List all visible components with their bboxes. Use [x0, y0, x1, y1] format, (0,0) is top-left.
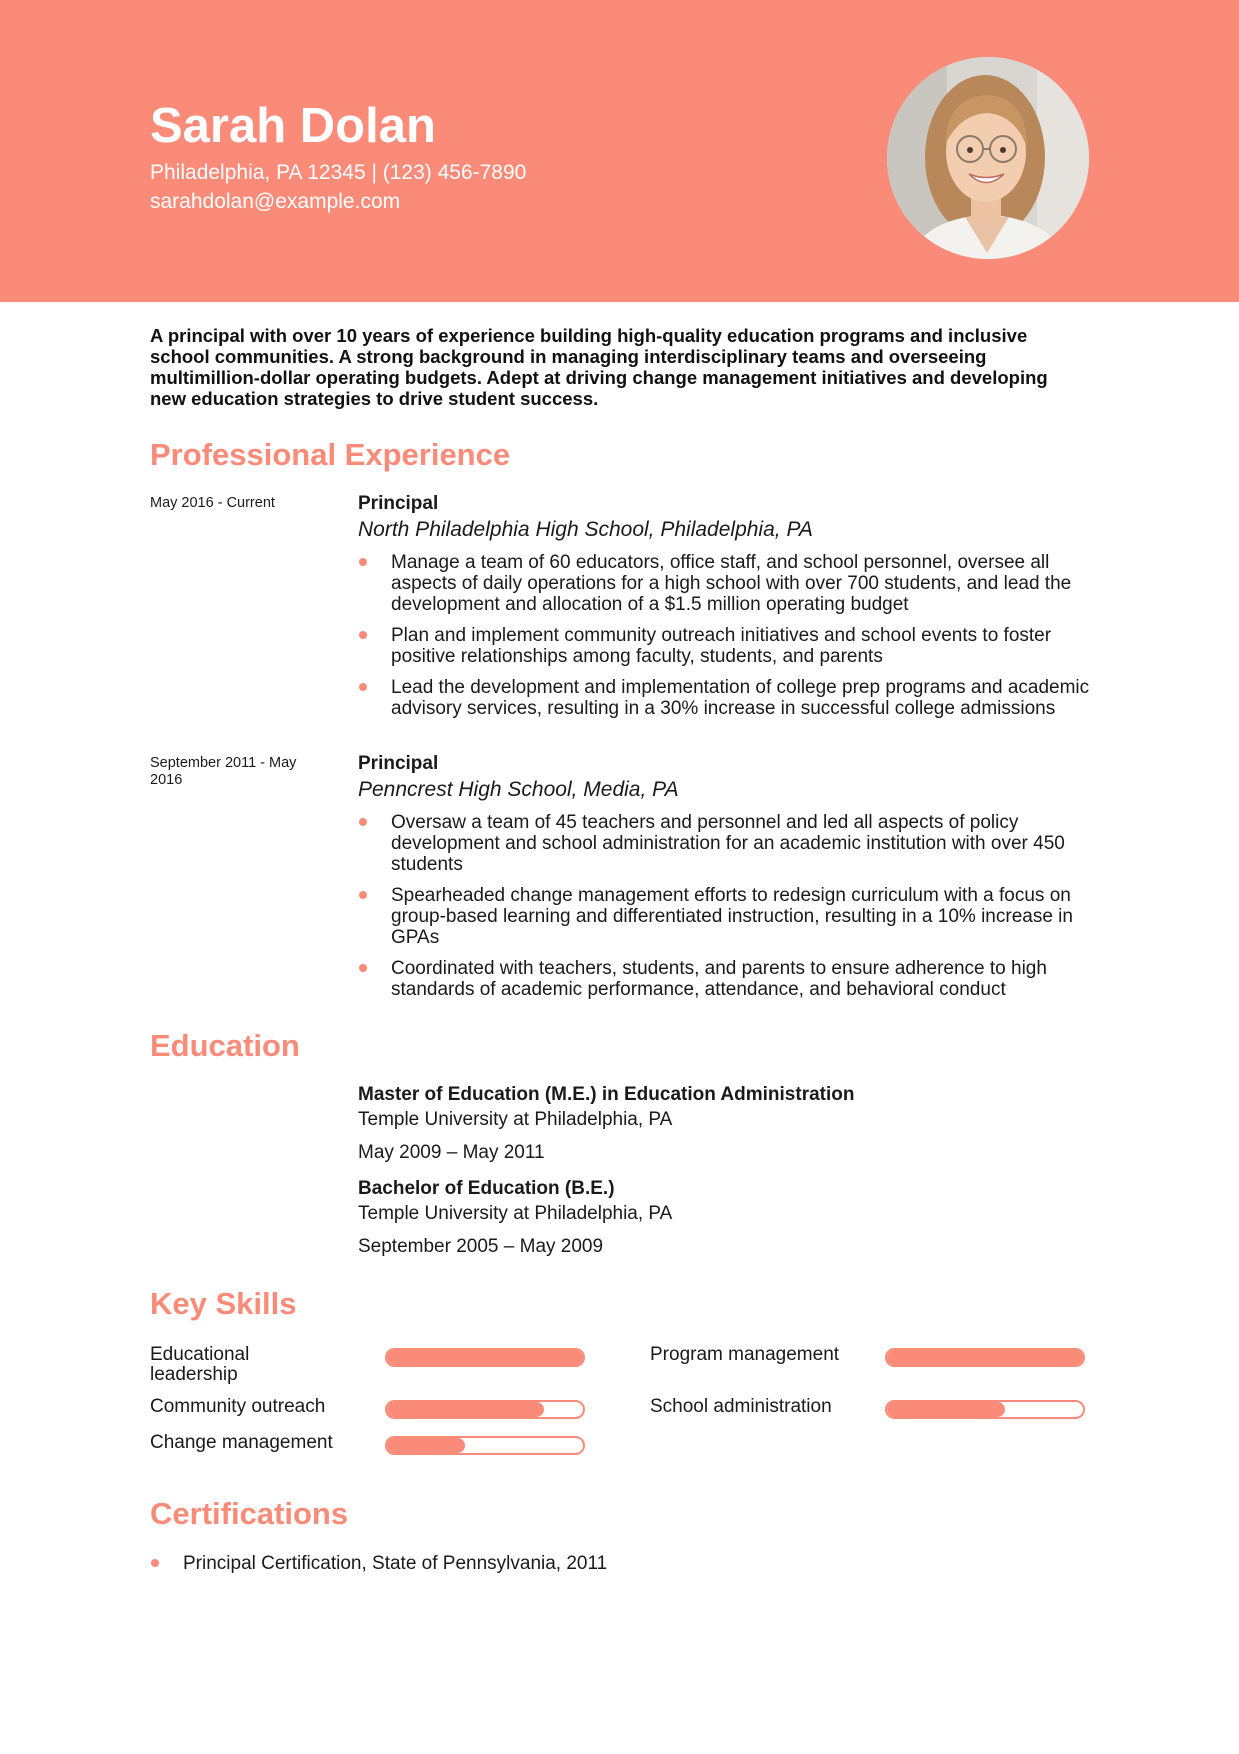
job-dates: May 2016 - Current: [150, 495, 275, 511]
section-title-skills: Key Skills: [150, 1286, 297, 1321]
job-bullets: [358, 552, 1098, 729]
list-item: Plan and implement community outreach initiatives and school events to foster positive relationships among faculty, students, and parents: [358, 625, 1098, 667]
skill-name: Community outreach: [150, 1396, 326, 1417]
skill-level-fill: [387, 1402, 544, 1417]
list-item: Oversaw a team of 45 teachers and personnel and led all aspects of policy development and school administration for an academic institution with over 450 students: [358, 812, 1098, 875]
job-bullets: [358, 812, 1098, 1010]
list-item: Principal Certification, State of Pennsylvania, 2011: [150, 1553, 1050, 1574]
skill-name: Program management: [650, 1344, 840, 1365]
skill-level-bar: [385, 1348, 585, 1367]
skill-name: School administration: [650, 1396, 832, 1417]
list-item: Coordinated with teachers, students, and parents to ensure adherence to high standards of academic performance, attendance, and behavioral conduct: [358, 958, 1098, 1000]
job-organization: North Philadelphia High School, Philadelphia, PA: [358, 518, 813, 541]
education-degree: Master of Education (M.E.) in Education Administration: [358, 1084, 855, 1105]
skill-level-fill: [887, 1350, 1083, 1365]
education-degree: Bachelor of Education (B.E.): [358, 1178, 615, 1199]
profile-summary: A principal with over 10 years of experience building high-quality education programs and inclusive school communities. A strong background in managing interdisciplinary teams and overseeing multimillion-dollar operating budgets. Adept at driving change management initiatives and developing new education strategies to drive student success.: [150, 325, 1048, 409]
skill-level-fill: [387, 1438, 465, 1453]
skill-level-bar: [385, 1436, 585, 1455]
skill-level-bar: [885, 1348, 1085, 1367]
skill-name: Educational leadership: [150, 1344, 250, 1385]
skill-level-fill: [887, 1402, 1005, 1417]
profile-photo: [887, 57, 1089, 259]
section-title-certifications: Certifications: [150, 1496, 349, 1531]
list-item: Manage a team of 60 educators, office staff, and school personnel, oversee all aspects of daily operations for a high school with over 700 students, and lead the development and allocation of a $1.5 million operating budget: [358, 552, 1098, 615]
portrait-image: [887, 57, 1089, 259]
header-band: [0, 0, 1239, 302]
job-organization: Penncrest High School, Media, PA: [358, 778, 679, 801]
section-title-experience: Professional Experience: [150, 437, 511, 472]
job-title: Principal: [358, 493, 439, 514]
certification-list: [150, 1553, 1050, 1574]
list-item: Lead the development and implementation of college prep programs and academic advisory services, resulting in a 30% increase in successful college admissions: [358, 677, 1098, 719]
location-phone: Philadelphia, PA 12345 | (123) 456-7890: [150, 161, 527, 184]
skill-level-bar: [885, 1400, 1085, 1419]
job-title: Principal: [358, 753, 439, 774]
email: sarahdolan@example.com: [150, 190, 401, 213]
job-dates: September 2011 - May 2016: [150, 755, 297, 788]
education-dates: September 2005 – May 2009: [358, 1236, 604, 1257]
skill-level-bar: [385, 1400, 585, 1419]
skill-level-fill: [387, 1350, 583, 1365]
skill-name: Change management: [150, 1432, 333, 1453]
list-item: Spearheaded change management efforts to redesign curriculum with a focus on group-based learning and differentiated instruction, resulting in a 10% increase in GPAs: [358, 885, 1098, 948]
education-school: Temple University at Philadelphia, PA: [358, 1203, 673, 1224]
education-school: Temple University at Philadelphia, PA: [358, 1109, 673, 1130]
section-title-education: Education: [150, 1028, 300, 1063]
candidate-name: Sarah Dolan: [150, 99, 436, 153]
education-dates: May 2009 – May 2011: [358, 1142, 545, 1163]
